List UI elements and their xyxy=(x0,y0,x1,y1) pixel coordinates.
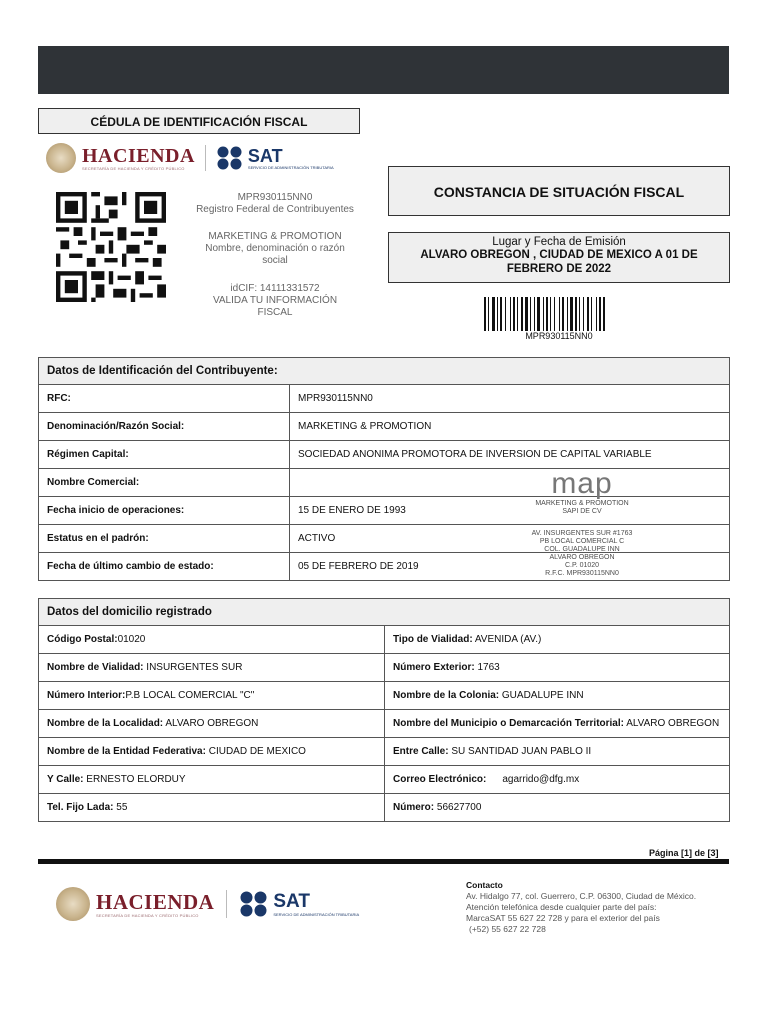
contact-block xyxy=(466,880,696,935)
cell-label: Tipo de Vialidad: xyxy=(393,634,473,645)
idcif-value: idCIF: 14111331572 xyxy=(230,283,320,294)
address-cell xyxy=(39,626,385,654)
table-row xyxy=(39,626,730,654)
address-cell xyxy=(385,710,730,738)
row-label: Nombre Comercial: xyxy=(39,469,290,497)
lugar-label: Lugar y Fecha de Emisión xyxy=(492,236,626,248)
row-value: 15 DE ENERO DE 1993 xyxy=(290,497,730,525)
table-row xyxy=(39,682,730,710)
lugar-fecha-box xyxy=(388,232,730,283)
page-number: Página [1] de [3] xyxy=(649,848,719,858)
rfc-caption: Registro Federal de Contribuyentes xyxy=(196,204,354,215)
stamp-line-7: C.P. 01020 xyxy=(564,562,600,569)
cell-label: Nombre de la Localidad: xyxy=(47,718,164,729)
constancia-title: CONSTANCIA DE SITUACIÓN FISCAL xyxy=(388,166,730,216)
address-cell xyxy=(39,794,385,822)
row-value: 05 DE FEBRERO DE 2019 xyxy=(290,553,730,581)
cell-label: Tel. Fijo Lada: xyxy=(47,802,114,813)
cell-label: Número Exterior: xyxy=(393,662,475,673)
email-value: agarrido@dfg.mx xyxy=(502,774,580,785)
table-row xyxy=(39,738,730,766)
cell-label: Número Interior: xyxy=(47,690,126,701)
contact-title: Contacto xyxy=(466,880,503,890)
row-label: Fecha de último cambio de estado: xyxy=(39,553,290,581)
map-logo: map xyxy=(551,467,613,500)
address-cell xyxy=(385,738,730,766)
cell-label: Nombre de Vialidad: xyxy=(47,662,144,673)
lugar-line-1: ALVARO OBREGON , CIUDAD DE MEXICO A 01 DE xyxy=(420,249,698,261)
table-row xyxy=(39,710,730,738)
stamp-line-8: R.F.C. MPR930115NN0 xyxy=(545,570,619,577)
table-row xyxy=(39,654,730,682)
address-cell xyxy=(385,766,730,794)
address-cell xyxy=(39,682,385,710)
row-label: Fecha inicio de operaciones: xyxy=(39,497,290,525)
stamp-line-4: PB LOCAL COMERCIAL C xyxy=(539,538,625,545)
header-logos xyxy=(46,140,364,176)
rfc-value: MPR930115NN0 xyxy=(237,192,313,203)
hacienda-logo-text: HACIENDA xyxy=(82,144,195,167)
cell-label: Correo Electrónico: xyxy=(393,774,487,785)
address-cell xyxy=(39,710,385,738)
cell-value: ALVARO OBREGON xyxy=(623,718,720,729)
address-cell xyxy=(385,682,730,710)
stamp-line-2: SAPI DE CV xyxy=(562,508,602,515)
cell-value: P.B LOCAL COMERCIAL "C" xyxy=(125,690,255,701)
footer-divider xyxy=(38,859,729,864)
cell-value: 56627700 xyxy=(434,802,482,813)
name-caption-2: social xyxy=(262,255,288,266)
cell-label: Nombre del Municipio o Demarcación Territorial: xyxy=(393,718,624,729)
sat-logo-text: SAT xyxy=(247,145,283,166)
cell-value: ERNESTO ELORDUY xyxy=(83,774,186,785)
table-row xyxy=(39,413,730,441)
row-value: MARKETING & PROMOTION xyxy=(290,413,730,441)
sat-logo-icon xyxy=(239,890,269,918)
contact-line-2: Atención telefónica desde cualquier parte del país: xyxy=(466,902,657,912)
hacienda-subtitle: SECRETARÍA DE HACIENDA Y CRÉDITO PÚBLICO xyxy=(96,912,199,918)
cell-label: Y Calle: xyxy=(47,774,84,785)
table-row xyxy=(39,766,730,794)
hacienda-subtitle: SECRETARÍA DE HACIENDA Y CRÉDITO PÚBLICO xyxy=(82,165,185,171)
sat-subtitle: SERVICIO DE ADMINISTRACIÓN TRIBUTARIA xyxy=(273,911,360,917)
contact-line-1: Av. Hidalgo 77, col. Guerrero, C.P. 06300, Ciudad de México. xyxy=(466,891,697,901)
cell-value: GUADALUPE INN xyxy=(499,690,584,701)
row-value: MPR930115NN0 xyxy=(290,385,730,413)
row-label: RFC: xyxy=(39,385,290,413)
contact-line-3: MarcaSAT 55 627 22 728 y para el exterior del país xyxy=(466,913,660,923)
address-cell xyxy=(385,794,730,822)
name-block xyxy=(190,231,360,267)
valida-line-1: VALIDA TU INFORMACIÓN xyxy=(212,295,338,306)
cell-label: Código Postal: xyxy=(47,634,118,645)
domicilio-heading: Datos del domicilio registrado xyxy=(39,599,730,626)
cell-label: Nombre de la Entidad Federativa: xyxy=(47,746,206,757)
address-cell xyxy=(385,626,730,654)
cell-value: SU SANTIDAD JUAN PABLO II xyxy=(448,746,592,757)
lugar-line-2: FEBRERO DE 2022 xyxy=(506,263,612,275)
cedula-title: CÉDULA DE IDENTIFICACIÓN FISCAL xyxy=(38,108,360,134)
table-row xyxy=(39,441,730,469)
row-label: Régimen Capital: xyxy=(39,441,290,469)
contact-line-4: (+52) 55 627 22 728 xyxy=(469,924,546,934)
sat-subtitle: SERVICIO DE ADMINISTRACIÓN TRIBUTARIA xyxy=(247,164,334,170)
name-caption-1: Nombre, denominación o razón xyxy=(205,243,345,254)
stamp-line-3: AV. INSURGENTES SUR #1763 xyxy=(531,530,633,537)
cell-label: Entre Calle: xyxy=(393,746,449,757)
row-value: SOCIEDAD ANONIMA PROMOTORA DE INVERSION DE CAPITAL VARIABLE xyxy=(290,441,730,469)
footer-logos xyxy=(56,884,416,924)
cell-value: 1763 xyxy=(474,662,500,673)
cell-value: INSURGENTES SUR xyxy=(143,662,243,673)
cell-value: AVENIDA (AV.) xyxy=(472,634,542,645)
address-cell xyxy=(39,766,385,794)
row-label: Denominación/Razón Social: xyxy=(39,413,290,441)
domicilio-table xyxy=(38,598,730,822)
cell-value: 01020 xyxy=(117,634,146,645)
row-label: Estatus en el padrón: xyxy=(39,525,290,553)
qr-code xyxy=(56,192,166,302)
address-cell xyxy=(385,654,730,682)
cell-value: 55 xyxy=(113,802,128,813)
valida-line-2: FISCAL xyxy=(257,307,293,318)
hacienda-logo-text: HACIENDA xyxy=(96,889,215,914)
company-stamp xyxy=(496,468,668,578)
row-value: ACTIVO xyxy=(290,525,730,553)
table-row xyxy=(39,794,730,822)
barcode xyxy=(484,297,634,331)
cell-value: CIUDAD DE MEXICO xyxy=(205,746,306,757)
idcif-block xyxy=(190,283,360,319)
barcode-text: MPR930115NN0 xyxy=(525,331,593,341)
address-cell xyxy=(39,654,385,682)
hacienda-seal-icon xyxy=(56,887,90,921)
cell-label: Nombre de la Colonia: xyxy=(393,690,500,701)
table-row xyxy=(39,385,730,413)
address-cell xyxy=(39,738,385,766)
sat-logo-icon xyxy=(216,145,244,171)
contribuyente-heading: Datos de Identificación del Contribuyente: xyxy=(39,358,730,385)
stamp-line-6: ALVARO OBREGON xyxy=(549,554,615,561)
cell-value: ALVARO OBREGON xyxy=(163,718,259,729)
top-banner xyxy=(38,46,729,94)
name-value: MARKETING & PROMOTION xyxy=(208,231,342,242)
rfc-block xyxy=(190,192,360,216)
cell-label: Número: xyxy=(393,802,435,813)
stamp-line-1: MARKETING & PROMOTION xyxy=(535,500,629,507)
hacienda-seal-icon xyxy=(46,143,76,173)
stamp-line-5: COL. GUADALUPE INN xyxy=(544,546,620,553)
sat-logo-text: SAT xyxy=(273,890,310,912)
